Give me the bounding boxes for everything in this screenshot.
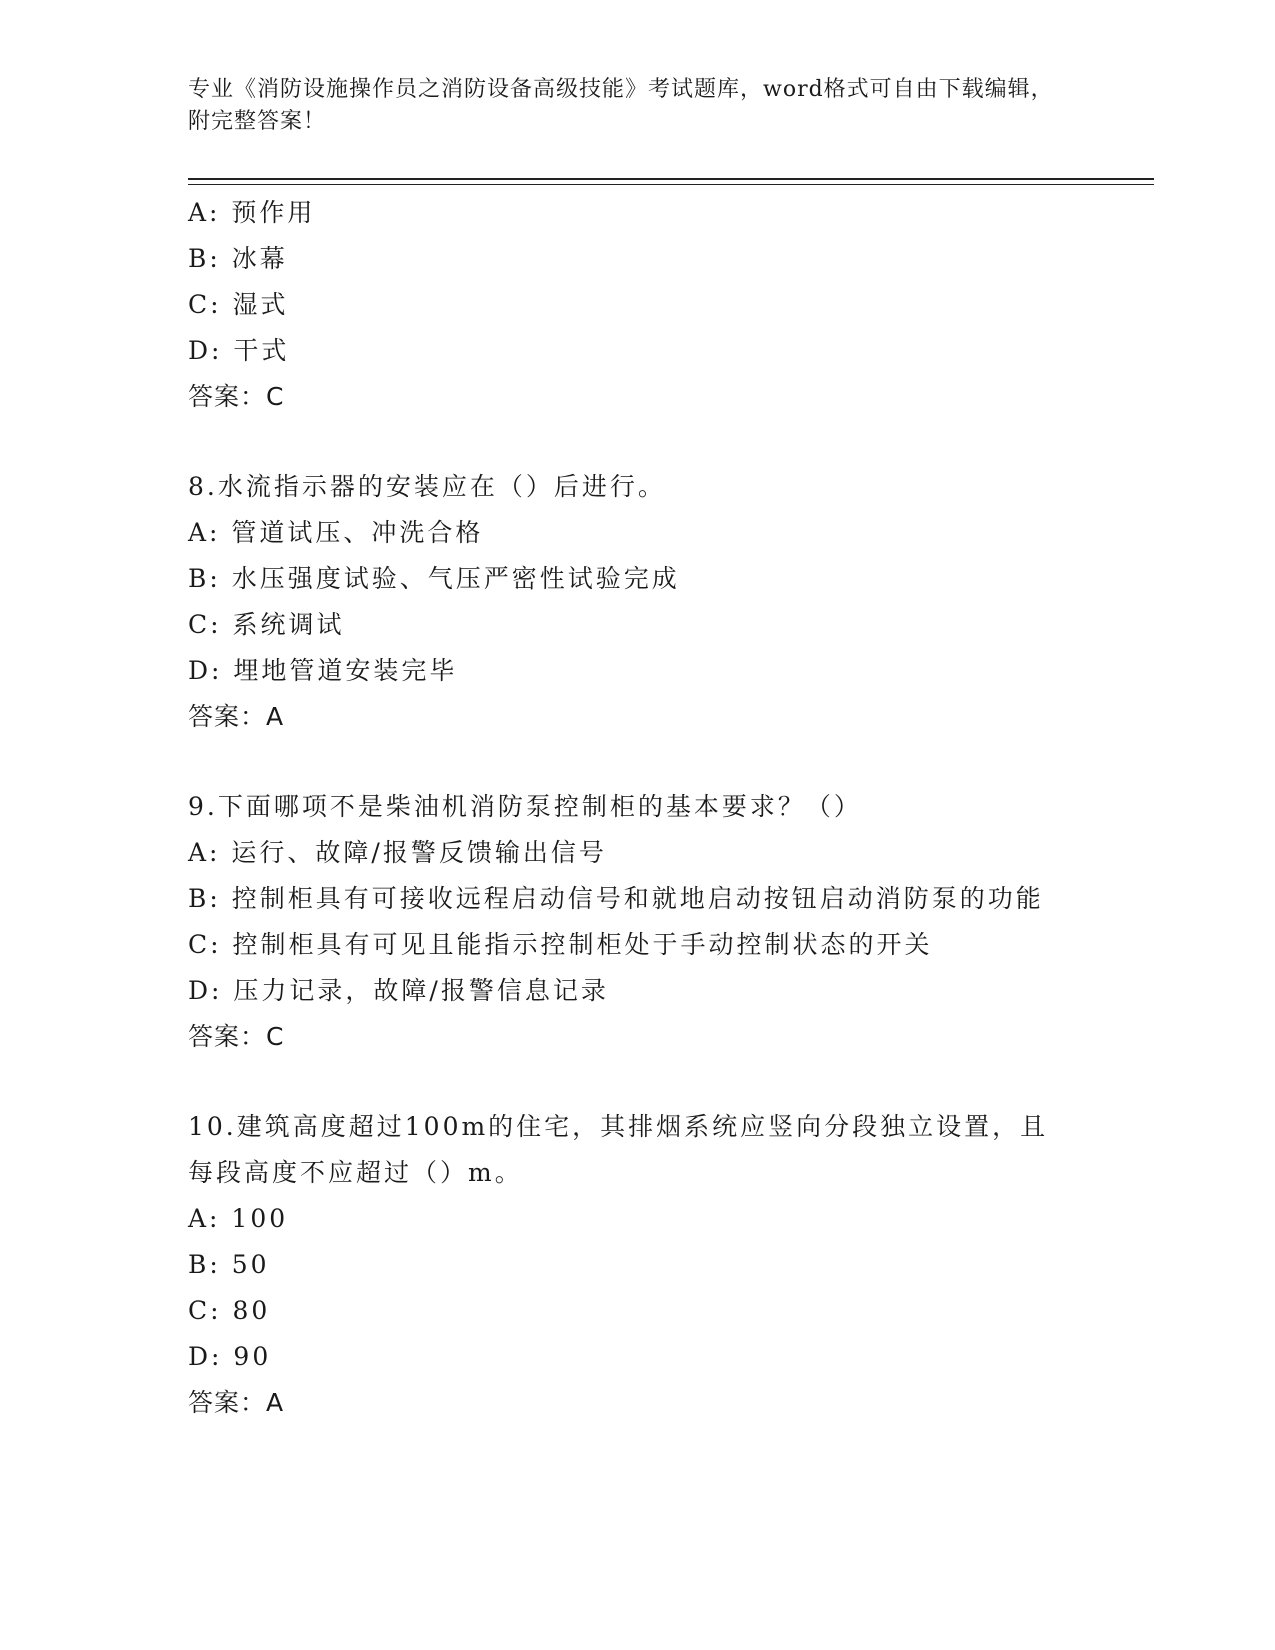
question-text-line-1: 10.建筑高度超过100m的住宅，其排烟系统应竖向分段独立设置，且 — [188, 1112, 1049, 1141]
option-c: C: 湿式 — [188, 290, 289, 319]
option-d: D: 90 — [188, 1342, 272, 1371]
option-b: B: 冰幕 — [188, 244, 288, 273]
answer-line: 答案：A — [188, 1388, 285, 1417]
question-text-line-2: 每段高度不应超过（）m。 — [188, 1158, 523, 1187]
answer-line: 答案：A — [188, 702, 285, 731]
option-a: A: 100 — [188, 1204, 289, 1233]
option-a: A: 预作用 — [188, 198, 316, 227]
option-b: B: 控制柜具有可接收远程启动信号和就地启动按钮启动消防泵的功能 — [188, 884, 1044, 913]
option-d: D: 干式 — [188, 336, 290, 365]
option-c: C: 系统调试 — [188, 610, 345, 639]
question-7 — [188, 190, 1088, 420]
answer-line: 答案：C — [188, 382, 285, 411]
document-header: 专业《消防设施操作员之消防设备高级技能》考试题库，word格式可自由下载编辑，附完整答案！ — [188, 77, 1054, 134]
question-text: 8.水流指示器的安装应在（）后进行。 — [188, 472, 666, 501]
option-c: C: 80 — [188, 1296, 271, 1325]
question-text: 9.下面哪项不是柴油机消防泵控制柜的基本要求？（） — [188, 792, 862, 821]
option-a: A: 管道试压、冲洗合格 — [188, 518, 484, 547]
answer-line: 答案：C — [188, 1022, 285, 1051]
option-a: A: 运行、故障/报警反馈输出信号 — [188, 838, 607, 867]
question-9 — [188, 784, 1088, 1060]
header-divider-thick — [188, 178, 1154, 180]
header-divider-thin — [188, 184, 1154, 185]
question-list — [188, 190, 1088, 1470]
option-c: C: 控制柜具有可见且能指示控制柜处于手动控制状态的开关 — [188, 930, 933, 959]
option-b: B: 水压强度试验、气压严密性试验完成 — [188, 564, 680, 593]
question-10 — [188, 1104, 1088, 1426]
question-8 — [188, 464, 1088, 740]
option-d: D: 压力记录，故障/报警信息记录 — [188, 976, 609, 1005]
option-b: B: 50 — [188, 1250, 270, 1279]
option-d: D: 埋地管道安装完毕 — [188, 656, 458, 685]
